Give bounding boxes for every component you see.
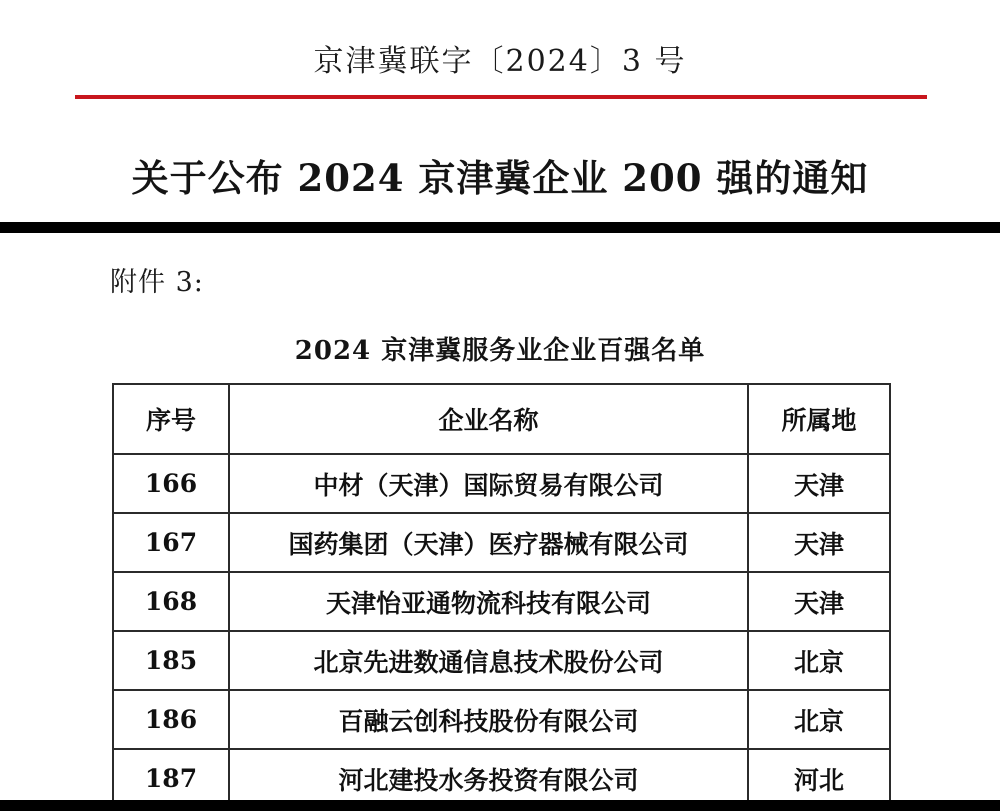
document-header-band xyxy=(0,0,1000,222)
cell-no: 187 xyxy=(113,749,229,808)
cell-company-name: 国药集团（天津）医疗器械有限公司 xyxy=(229,513,748,572)
cell-location: 河北 xyxy=(748,749,890,808)
cell-location: 天津 xyxy=(748,454,890,513)
cell-no: 185 xyxy=(113,631,229,690)
list-title: 2024 京津冀服务业企业百强名单 xyxy=(294,336,706,366)
cell-location: 北京 xyxy=(748,631,890,690)
table-row-highlighted xyxy=(113,631,890,690)
cell-company-name: 北京先进数通信息技术股份公司 xyxy=(229,631,748,690)
table-row xyxy=(113,572,890,631)
table-header-row xyxy=(113,384,890,454)
page-title: 关于公布 2024 京津冀企业 200 强的通知 xyxy=(131,156,869,200)
bottom-crop-bar xyxy=(0,800,1000,811)
red-divider-rule xyxy=(75,95,927,99)
cell-location: 天津 xyxy=(748,572,890,631)
cell-no: 167 xyxy=(113,513,229,572)
document-number: 京津冀联字〔2024〕3 号 xyxy=(313,44,687,79)
table-row xyxy=(113,513,890,572)
table-row xyxy=(113,690,890,749)
cell-company-name: 天津怡亚通物流科技有限公司 xyxy=(229,572,748,631)
cell-no: 166 xyxy=(113,454,229,513)
cell-no: 168 xyxy=(113,572,229,631)
cell-location: 天津 xyxy=(748,513,890,572)
table-row xyxy=(113,454,890,513)
column-header-name: 企业名称 xyxy=(229,384,748,454)
cell-location: 北京 xyxy=(748,690,890,749)
column-header-no: 序号 xyxy=(113,384,229,454)
document-body-band xyxy=(0,233,1000,811)
cell-company-name: 河北建投水务投资有限公司 xyxy=(229,749,748,808)
rank-table-wrapper xyxy=(112,383,889,809)
cell-no: 186 xyxy=(113,690,229,749)
rank-table xyxy=(112,383,891,809)
cell-company-name: 中材（天津）国际贸易有限公司 xyxy=(229,454,748,513)
column-header-loc: 所属地 xyxy=(748,384,890,454)
attachment-label: 附件 3: xyxy=(110,267,204,298)
cell-company-name: 百融云创科技股份有限公司 xyxy=(229,690,748,749)
